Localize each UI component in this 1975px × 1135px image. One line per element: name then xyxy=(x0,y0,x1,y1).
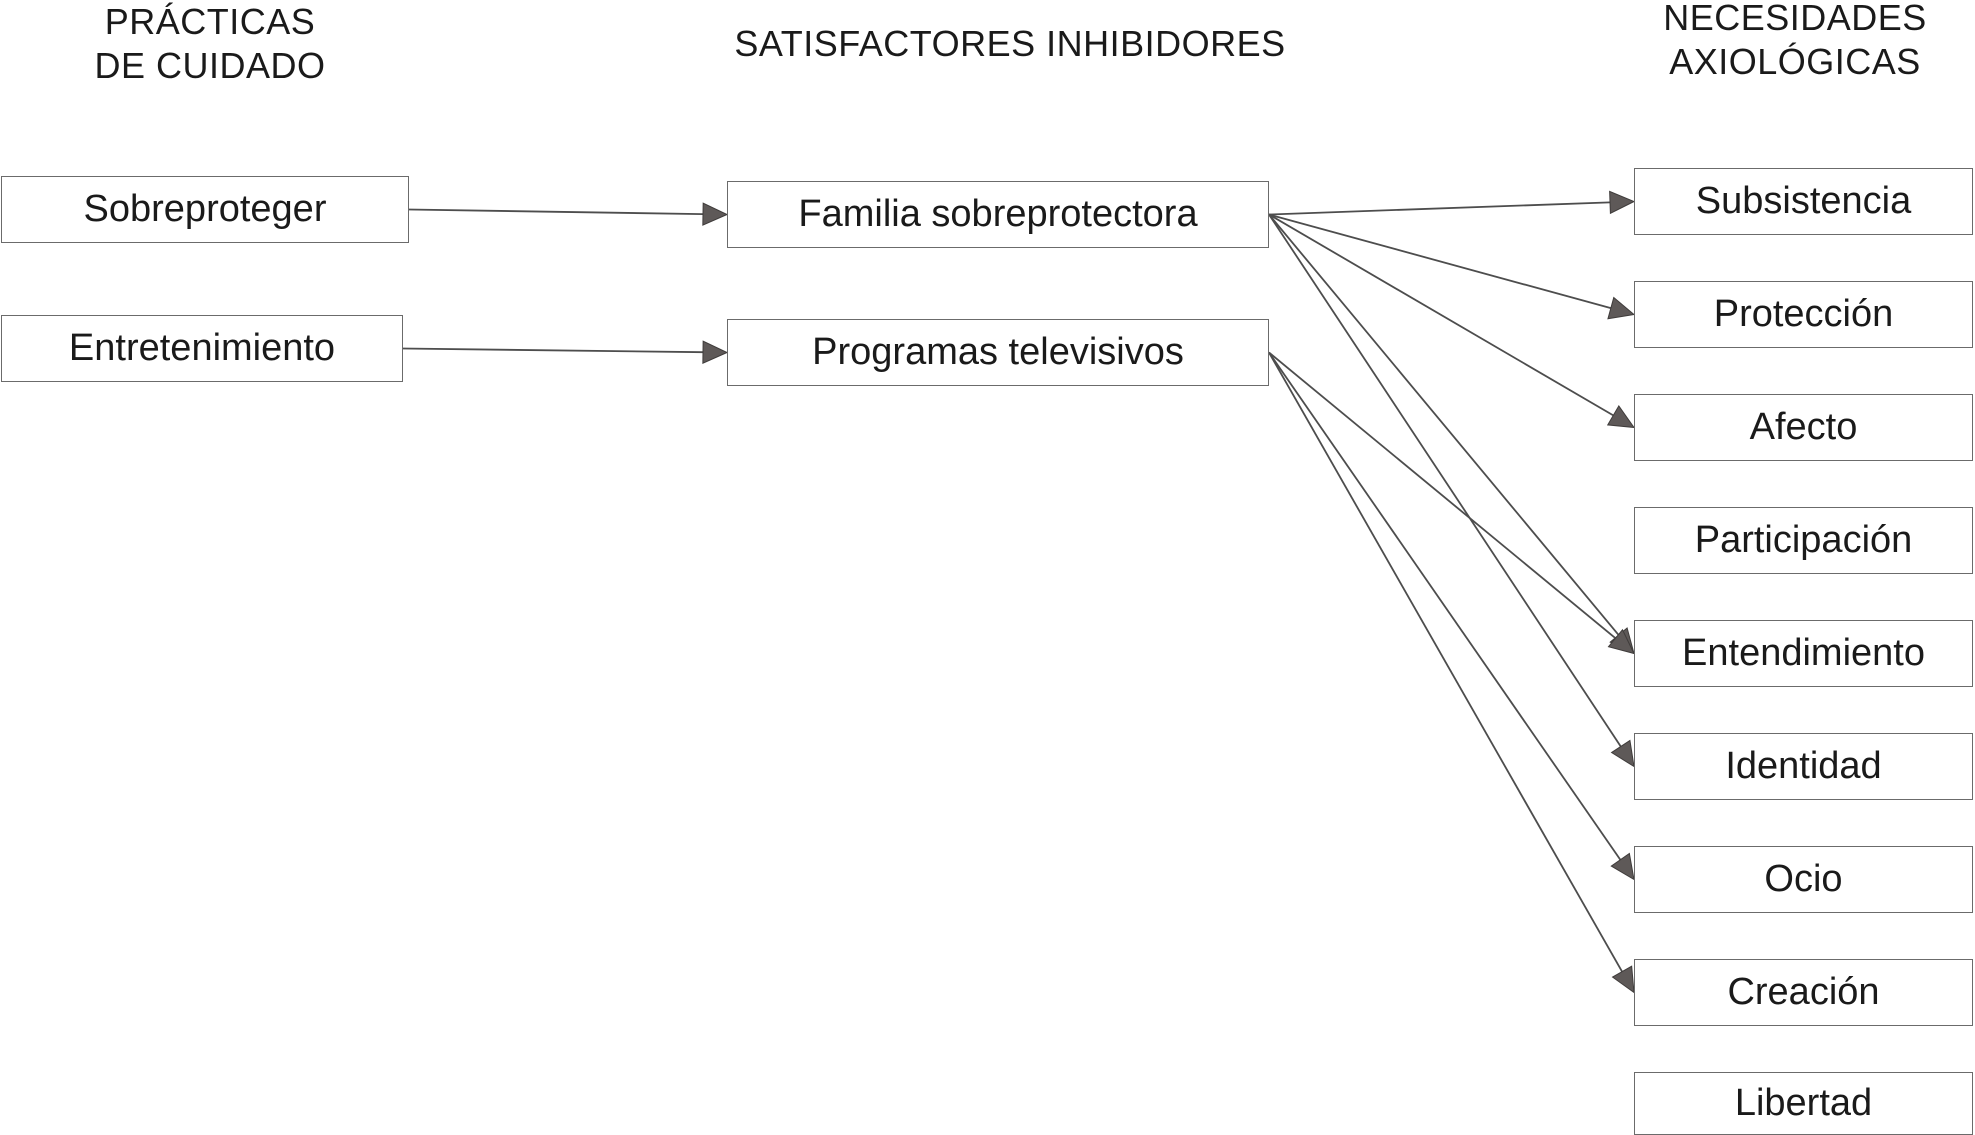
satisfactor-label-programas: Programas televisivos xyxy=(812,331,1184,373)
satisfactor-box-familia-sobreprotectora xyxy=(727,181,1269,248)
necesidad-box-proteccion xyxy=(1634,281,1973,348)
satisfactor-box-programas-televisivos xyxy=(727,319,1269,386)
practica-label-entretenimiento: Entretenimiento xyxy=(68,327,336,369)
edge-familia-to-subsistencia xyxy=(1269,202,1610,214)
necesidad-label-proteccion: Protección xyxy=(1713,293,1894,335)
necesidad-label-creacion: Creación xyxy=(1727,971,1880,1013)
necesidad-label-libertad: Libertad xyxy=(1734,1082,1873,1124)
edge-familia-to-afecto xyxy=(1269,215,1613,416)
necesidad-box-subsistencia xyxy=(1634,168,1973,235)
practica-box-sobreproteger xyxy=(1,176,409,243)
necesidad-box-ocio xyxy=(1634,846,1973,913)
necesidad-box-entendimiento xyxy=(1634,620,1973,687)
necesidad-label-identidad: Identidad xyxy=(1725,745,1882,787)
necesidad-box-creacion xyxy=(1634,959,1973,1026)
header-practicas-line-2: DE CUIDADO xyxy=(94,45,326,86)
edge-familia-to-identidad xyxy=(1269,215,1621,747)
header-necesidades-line-1: NECESIDADES xyxy=(1663,0,1927,38)
arrowhead-programas-to-entendimiento xyxy=(1608,630,1634,654)
arrowhead-entretenimiento-to-programas xyxy=(703,341,727,363)
arrowhead-familia-to-proteccion xyxy=(1608,298,1634,319)
satisfactor-label-familia: Familia sobreprotectora xyxy=(798,193,1198,235)
edge-familia-to-proteccion xyxy=(1269,215,1611,309)
edge-programas-to-entendimiento xyxy=(1269,353,1615,639)
edge-familia-to-entendimiento xyxy=(1269,215,1619,636)
edge-sobreproteger-to-familia xyxy=(409,210,703,215)
edge-entretenimiento-to-programas xyxy=(403,349,703,353)
edge-programas-to-creacion xyxy=(1269,353,1622,972)
necesidad-label-ocio: Ocio xyxy=(1764,858,1843,900)
header-practicas-line-1: PRÁCTICAS xyxy=(104,1,316,42)
necesidad-label-subsistencia: Subsistencia xyxy=(1695,180,1912,222)
necesidad-box-libertad xyxy=(1634,1072,1973,1135)
arrowhead-familia-to-afecto xyxy=(1608,406,1634,428)
arrowhead-sobreproteger-to-familia xyxy=(703,203,727,225)
necesidad-box-afecto xyxy=(1634,394,1973,461)
arrowhead-familia-to-entendimiento xyxy=(1610,628,1634,653)
edge-programas-to-ocio xyxy=(1269,353,1620,860)
header-practicas-de-cuidado xyxy=(40,0,380,88)
arrowhead-programas-to-ocio xyxy=(1611,854,1634,880)
practica-box-entretenimiento xyxy=(1,315,403,382)
arrowhead-familia-to-identidad xyxy=(1612,740,1634,766)
necesidad-label-afecto: Afecto xyxy=(1749,406,1858,448)
header-satisfactores-text: SATISFACTORES INHIBIDORES xyxy=(734,23,1286,64)
practica-label-sobreproteger: Sobreproteger xyxy=(83,188,327,230)
header-satisfactores-inhibidores xyxy=(700,22,1320,66)
arrowhead-familia-to-subsistencia xyxy=(1610,191,1634,213)
necesidad-label-participacion: Participación xyxy=(1694,519,1913,561)
header-necesidades-axiologicas xyxy=(1620,0,1970,84)
arrowhead-programas-to-creacion xyxy=(1613,966,1634,992)
header-necesidades-line-2: AXIOLÓGICAS xyxy=(1669,41,1921,82)
necesidad-label-entendimiento: Entendimiento xyxy=(1682,632,1925,674)
necesidad-box-participacion xyxy=(1634,507,1973,574)
necesidad-box-identidad xyxy=(1634,733,1973,800)
